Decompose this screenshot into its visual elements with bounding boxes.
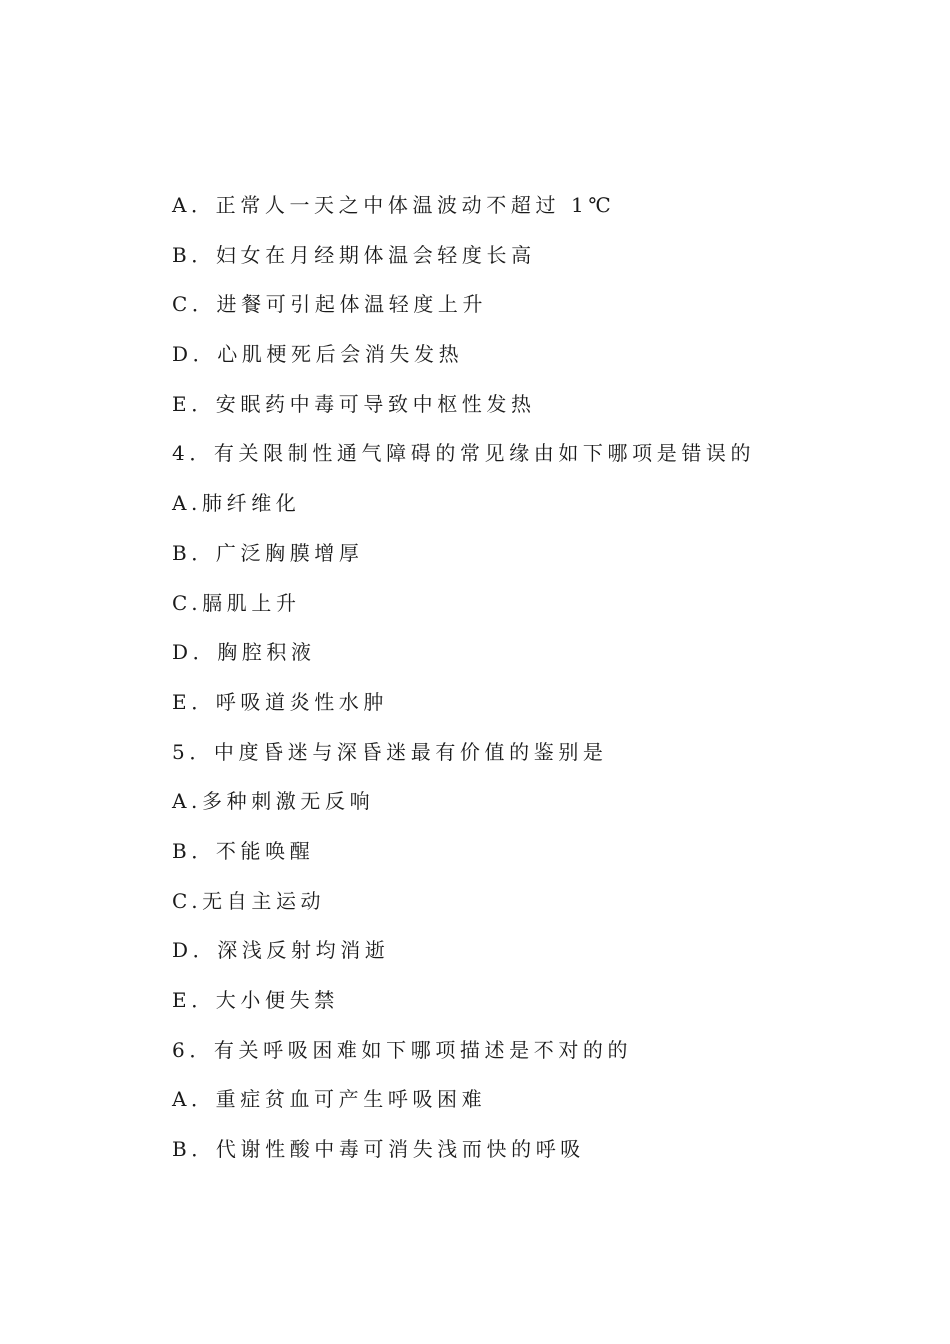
question-text-block: [172, 190, 892, 1184]
option-line: A．正常人一天之中体温波动不超过 1℃: [172, 193, 616, 217]
option-line: A．重症贫血可产生呼吸困难: [172, 1087, 487, 1112]
option-line: D．心肌梗死后会消失发热: [172, 342, 464, 367]
question-line: 5．中度昏迷与深昏迷最有价值的鉴别是: [172, 739, 608, 764]
option-line: D．深浅反射均消逝: [172, 938, 390, 963]
option-line: E．安眠药中毒可导致中枢性发热: [172, 391, 536, 416]
question-line: 6．有关呼吸困难如下哪项描述是不对的的: [172, 1037, 633, 1062]
option-line: C.无自主运动: [172, 888, 326, 913]
option-line: B．妇女在月经期体温会轻度长高: [172, 242, 536, 267]
option-line: B．代谢性酸中毒可消失浅而快的呼吸: [172, 1137, 585, 1162]
option-line: D．胸腔积液: [172, 640, 316, 665]
option-line: B．广泛胸膜增厚: [172, 540, 364, 565]
option-line: E．大小便失禁: [172, 988, 339, 1012]
option-line: C．进餐可引起体温轻度上升: [172, 292, 488, 317]
option-line: B．不能唤醒: [172, 838, 315, 863]
option-line: A.多种刺激无反响: [172, 789, 375, 814]
option-line: E．呼吸道炎性水肿: [172, 689, 388, 714]
option-line: A.肺纤维化: [172, 491, 301, 516]
option-line: C.膈肌上升: [172, 590, 301, 615]
question-line: 4．有关限制性通气障碍的常见缘由如下哪项是错误的: [172, 441, 756, 466]
